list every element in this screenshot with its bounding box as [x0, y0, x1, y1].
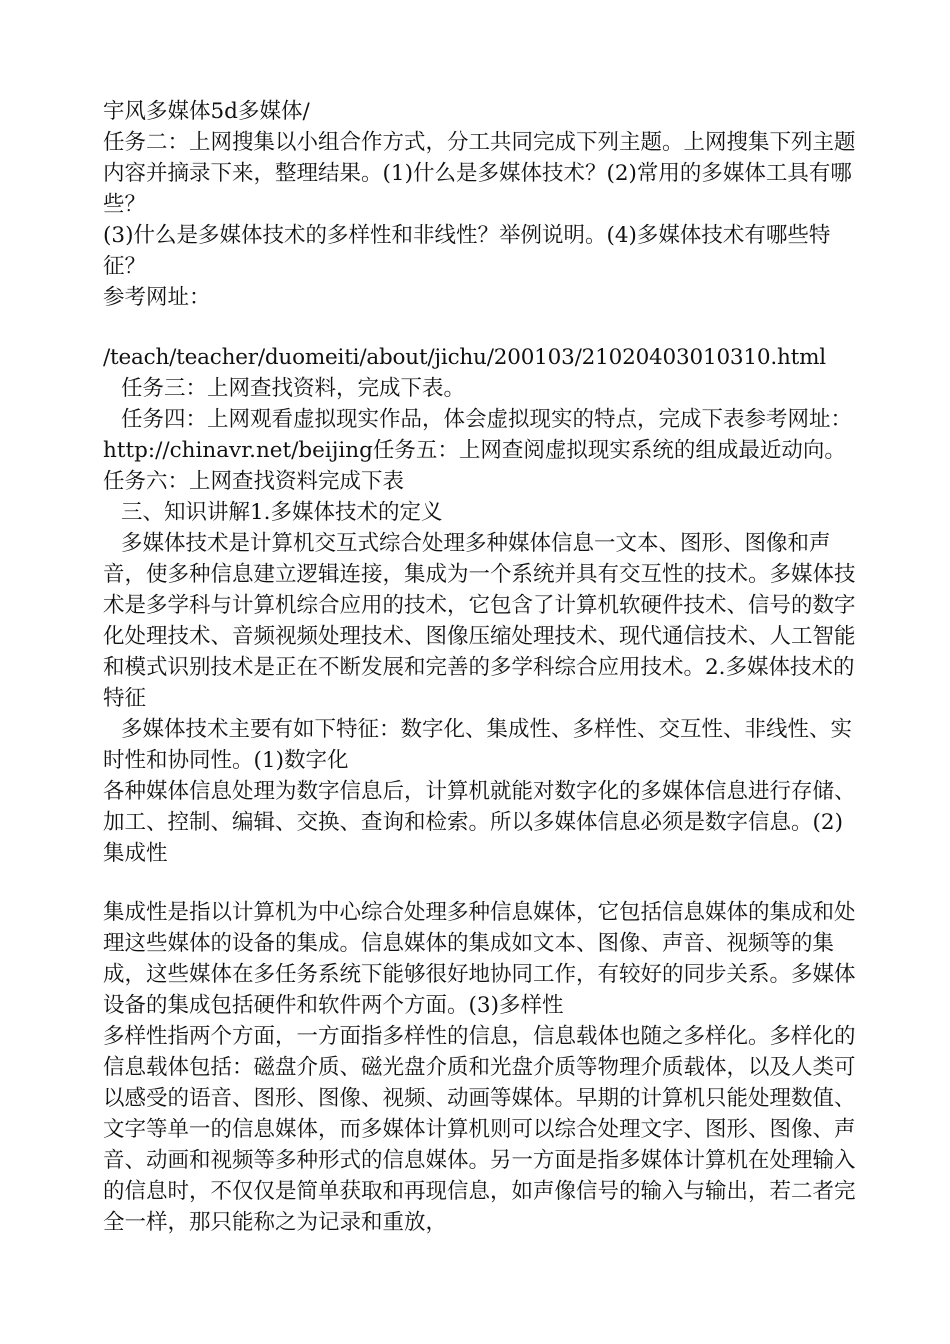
- task-two-paragraph: 任务二：上网搜集以小组合作方式，分工共同完成下列主题。上网搜集下列主题内容并摘录下来，整理结果。(1)什么是多媒体技术？(2)常用的多媒体工具有哪些？: [103, 130, 856, 217]
- integration-paragraph: 集成性是指以计算机为中心综合处理多种信息媒体，它包括信息媒体的集成和处理这些媒体的设备的集成。信息媒体的集成如文本、图像、声音、视频等的集成，这些媒体在多任务系统下能够很好地协同工作，有较好的同步关系。多媒体设备的集成包括硬件和软件两个方面。(3)多样性: [103, 900, 856, 1018]
- reference-url: /teach/teacher/duomeiti/about/jichu/200103/21020403010310.html: [103, 345, 826, 370]
- title-line: 宇风多媒体5d多媒体/: [103, 99, 310, 124]
- reference-label: 参考网址：: [103, 285, 211, 310]
- diversity-paragraph: 多样性指两个方面，一方面指多样性的信息，信息载体也随之多样化。多样化的信息载体包括：磁盘介质、磁光盘介质和光盘介质等物理介质载体，以及人类可以感受的语音、图形、图像、视频、动画等媒体。早期的计算机只能处理数值、文字等单一的信息媒体，而多媒体计算机则可以综合处理文字、图形、图像、声音、动画和视频等多种形式的信息媒体。另一方面是指多媒体计算机在处理输入的信息时，不仅仅是简单获取和再现信息，如声像信号的输入与输出，若二者完全一样，那只能称之为记录和重放，: [103, 1024, 856, 1235]
- blank-line: [103, 313, 863, 342]
- section-three-heading: 三、知识讲解1.多媒体技术的定义: [121, 500, 443, 525]
- task-four-paragraph: 任务四：上网观看虚拟现实作品，体会虚拟现实的特点，完成下表参考网址：http://chinavr.net/beijing任务五：上网查阅虚拟现实系统的组成最近动向。任务六：上网查找资料完成下表: [103, 407, 853, 494]
- features-paragraph: 多媒体技术主要有如下特征：数字化、集成性、多样性、交互性、非线性、实时性和协同性。(1)数字化: [103, 717, 853, 773]
- document-body: [103, 96, 863, 1238]
- task-two-continued: (3)什么是多媒体技术的多样性和非线性？举例说明。(4)多媒体技术有哪些特征？: [103, 223, 831, 279]
- task-three-paragraph: 任务三：上网查找资料，完成下表。: [121, 376, 466, 401]
- definition-paragraph: 多媒体技术是计算机交互式综合处理多种媒体信息一文本、图形、图像和声音，使多种信息建立逻辑连接，集成为一个系统并具有交互性的技术。多媒体技术是多学科与计算机综合应用的技术，它包含了计算机软硬件技术、信号的数字化处理技术、音频视频处理技术、图像压缩处理技术、现代通信技术、人工智能和模式识别技术是正在不断发展和完善的多学科综合应用技术。2.多媒体技术的特征: [103, 531, 856, 711]
- digitization-paragraph: 各种媒体信息处理为数字信息后，计算机就能对数字化的多媒体信息进行存储、加工、控制、编辑、交换、查询和检索。所以多媒体信息必须是数字信息。(2)集成性: [103, 779, 856, 866]
- blank-line: [103, 869, 863, 897]
